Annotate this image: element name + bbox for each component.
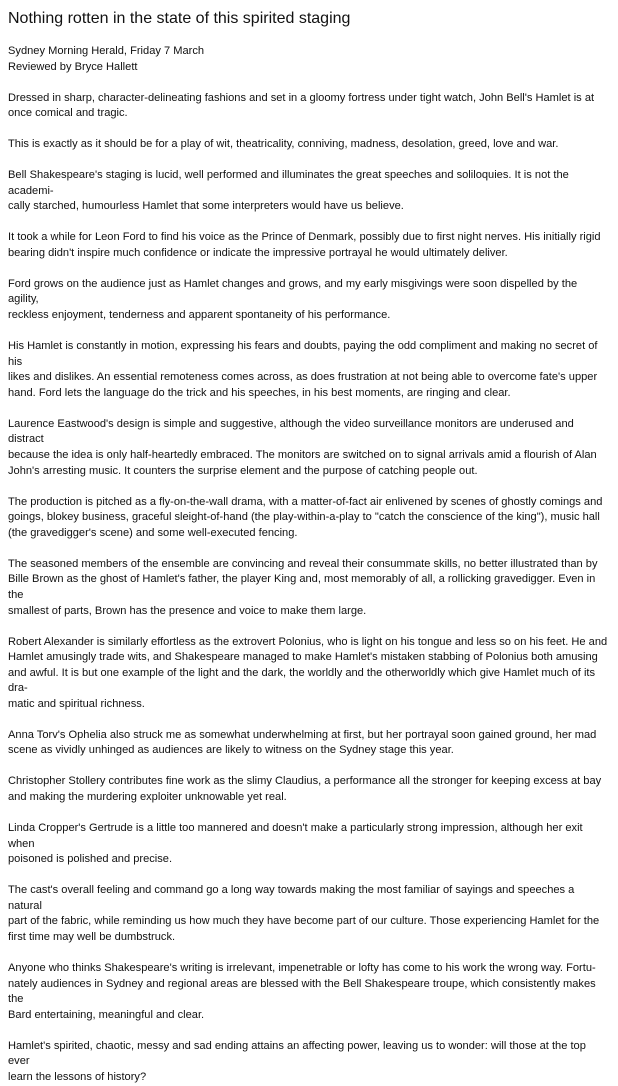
paragraph (8, 495, 610, 542)
article-meta (8, 44, 610, 75)
paragraph-line: Robert Alexander is similarly effortless as the extrovert Polonius, who is light on his tongue and less so on his feet. He and (8, 635, 608, 648)
paragraph-line: Anna Torv's Ophelia also struck me as somewhat underwhelming at first, but her portrayal soon gained ground, her mad (8, 728, 597, 741)
paragraph-line: because the idea is only half-heartedly embraced. The monitors are switched on to signal arrivals amid a flourish of Alan (8, 449, 597, 462)
paragraph (8, 961, 610, 1023)
paragraph-line: part of the fabric, while reminding us how much they have become part of our culture. Those experiencing Hamlet for the (8, 915, 600, 928)
paragraph (8, 728, 610, 759)
paragraph-line: Linda Cropper's Gertrude is a little too mannered and doesn't make a particularly strong impression, although her exit when (8, 822, 583, 850)
paragraph (8, 168, 610, 215)
paragraph-line: Laurence Eastwood's design is simple and suggestive, although the video surveillance monitors are underused and distract (8, 417, 574, 446)
paragraph-line: The cast's overall feeling and command go a long way towards making the most familiar of sayings and speeches a natural (8, 884, 575, 912)
paragraph (8, 821, 610, 868)
paragraph (8, 339, 610, 401)
paragraph-line: and awful. It is but one example of the light and the dark, the worldly and the otherworldly which give Hamlet much of its dra- (8, 666, 596, 695)
article-title: Nothing rotten in the state of this spirited staging (8, 10, 351, 27)
paragraph-line: learn the lessons of history? (8, 1070, 147, 1083)
paragraph-line: This is exactly as it should be for a play of wit, theatricality, conniving, madness, desolation, greed, love and war. (8, 138, 559, 151)
paragraph-line: The production is pitched as a fly-on-the-wall drama, with a matter-of-fact air enlivened by scenes of ghostly comings and (8, 495, 603, 508)
paragraph (8, 1039, 610, 1086)
paragraph (8, 230, 610, 261)
article-body (8, 91, 610, 1086)
paragraph-line: Ford grows on the audience just as Hamlet changes and grows, and my early misgivings were soon dispelled by the agility, (8, 277, 578, 306)
paragraph-line: It took a while for Leon Ford to find his voice as the Prince of Denmark, possibly due to first night nerves. His initially rigid (8, 231, 601, 244)
paragraph-line: Bard entertaining, meaningful and clear. (8, 1008, 205, 1021)
paragraph (8, 883, 610, 945)
paragraph-line: Bille Brown as the ghost of Hamlet's father, the player King and, most memorably of all, a rollicking gravedigger. Even in the (8, 573, 596, 601)
article-reviewer: Reviewed by Bryce Hallett (8, 60, 138, 73)
paragraph (8, 137, 610, 153)
paragraph-line: reckless enjoyment, tenderness and apparent spontaneity of his performance. (8, 309, 391, 322)
paragraph-line: Dressed in sharp, character-delineating fashions and set in a gloomy fortress under tight watch, John Bell's Hamlet is at (8, 91, 595, 104)
paragraph-line: matic and spiritual richness. (8, 697, 145, 710)
paragraph-line: Bell Shakespeare's staging is lucid, well performed and illuminates the great speeches and soliloquies. It is not the academi- (8, 169, 569, 197)
paragraph-line: first time may well be dumbstruck. (8, 931, 176, 943)
paragraph (8, 91, 610, 122)
paragraph-line: Anyone who thinks Shakespeare's writing is irrelevant, impenetrable or lofty has come to his work the wrong way. Fortu- (8, 961, 596, 974)
paragraph (8, 557, 610, 619)
paragraph-line: His Hamlet is constantly in motion, expressing his fears and doubts, paying the odd compliment and making no secret of his (8, 340, 598, 368)
paragraph-line: hand. Ford lets the language do the trick and his speeches, in his best moments, are ringing and clear. (8, 386, 511, 399)
paragraph-line: goings, blokey business, graceful sleight-of-hand (the play-within-a-play to "catch the conscience of the king"), music hall (8, 511, 600, 524)
paragraph (8, 417, 610, 479)
paragraph-line: Hamlet's spirited, chaotic, messy and sad ending attains an affecting power, leaving us to wonder: will those at the top ever (8, 1039, 586, 1068)
paragraph-line: scene as vividly unhinged as audiences are likely to witness on the Sydney stage this year. (8, 744, 454, 757)
article-source: Sydney Morning Herald, Friday 7 March (8, 45, 205, 57)
paragraph-line: and making the murdering exploiter unknowable yet real. (8, 791, 287, 804)
paragraph-line: cally starched, humourless Hamlet that some interpreters would have us believe. (8, 200, 404, 213)
paragraph (8, 635, 610, 713)
paragraph-line: nately audiences in Sydney and regional areas are blessed with the Bell Shakespeare troupe, which consistently makes the (8, 977, 596, 1006)
paragraph (8, 774, 610, 805)
paragraph-line: once comical and tragic. (8, 107, 128, 120)
paragraph-line: (the gravedigger's scene) and some well-executed fencing. (8, 526, 298, 539)
paragraph-line: likes and dislikes. An essential remoteness comes across, as does frustration at not being able to overcome fate's upper (8, 371, 598, 384)
paragraph-line: John's arresting music. It counters the surprise element and the purpose of catching people out. (8, 464, 478, 477)
paragraph (8, 277, 610, 324)
paragraph-line: Hamlet amusingly trade wits, and Shakespeare managed to make Hamlet's mistaken stabbing of Polonius both amusing (8, 651, 598, 664)
paragraph-line: bearing didn't inspire much confidence or indicate the impressive portrayal he would ultimately deliver. (8, 246, 508, 259)
paragraph-line: Christopher Stollery contributes fine work as the slimy Claudius, a performance all the stronger for keeping excess at bay (8, 775, 602, 788)
paragraph-line: smallest of parts, Brown has the presence and voice to make them large. (8, 604, 367, 617)
paragraph-line: poisoned is polished and precise. (8, 853, 173, 866)
paragraph-line: The seasoned members of the ensemble are convincing and reveal their consummate skills, no better illustrated than by (8, 557, 598, 570)
